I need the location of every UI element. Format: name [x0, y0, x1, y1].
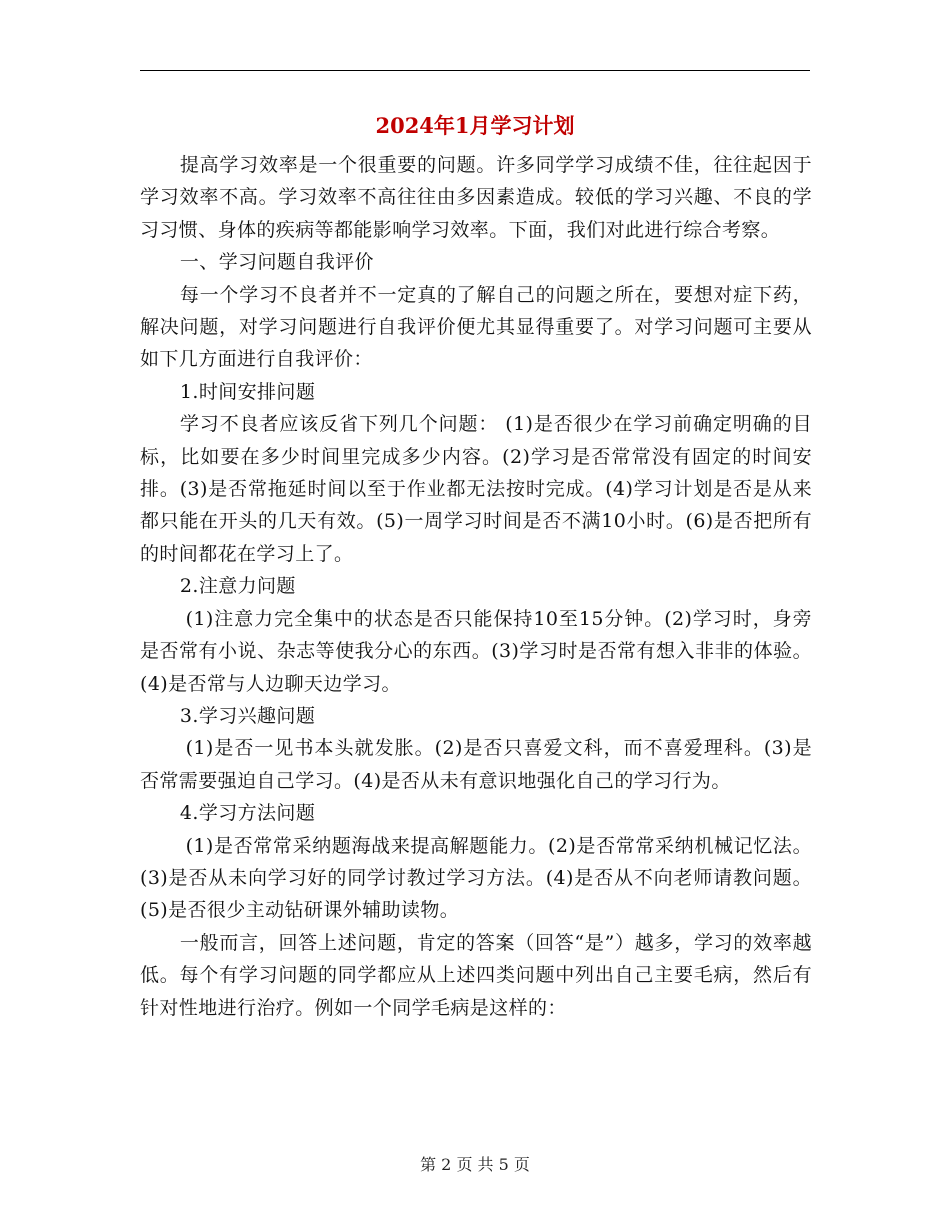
body-paragraph: (1)注意力完全集中的状态是否只能保持10至15分钟。(2)学习时，身旁是否常有小说、杂志等使我分心的东西。(3)学习时是否常有想入非非的体验。(4)是否常与人边聊天边学习。	[140, 607, 812, 695]
body-paragraph: 一般而言，回答上述问题，肯定的答案（回答“是”）越多，学习的效率越低。每个有学习问题的同学都应从上述四类问题中列出自己主要毛病，然后有针对性地进行治疗。例如一个同学毛病是这样的：	[140, 931, 812, 1019]
document-title: 2024年1月学习计划	[375, 113, 575, 138]
subsection-heading: 2.注意力问题	[179, 575, 296, 598]
subsection-heading: 4.学习方法问题	[179, 802, 316, 825]
subsection-heading: 1.时间安排问题	[179, 380, 316, 403]
document-body	[140, 149, 812, 1024]
header-rule	[140, 70, 810, 71]
intro-paragraph: 提高学习效率是一个很重要的问题。许多同学学习成绩不佳，往往起因于学习效率不高。学习效率不高往往由多因素造成。较低的学习兴趣、不良的学习习惯、身体的疾病等都能影响学习效率。下面，我们对此进行综合考察。	[140, 154, 812, 241]
subsection-heading: 3.学习兴趣问题	[179, 704, 316, 727]
body-paragraph: 学习不良者应该反省下列几个问题： (1)是否很少在学习前确定明确的目标，比如要在多少时间里完成多少内容。(2)学习是否常常没有固定的时间安排。(3)是否常拖延时间以至于作业都无法按时完成。(4)学习计划是否是从来都只能在开头的几天有效。(5)一周学习时间是否不满10小时。(6)是否把所有的时间都花在学习上了。	[140, 413, 812, 565]
body-paragraph: (1)是否一见书本头就发胀。(2)是否只喜爱文科，而不喜爱理科。(3)是否常需要强迫自己学习。(4)是否从未有意识地强化自己的学习行为。	[140, 737, 812, 792]
body-paragraph: 每一个学习不良者并不一定真的了解自己的问题之所在，要想对症下药，解决问题，对学习问题进行自我评价便尤其显得重要了。对学习问题可主要从如下几方面进行自我评价：	[140, 283, 812, 371]
section-heading: 一、学习问题自我评价	[179, 251, 374, 274]
page-number-footer: 第 2 页 共 5 页	[420, 1155, 530, 1174]
body-paragraph: (1)是否常常采纳题海战来提高解题能力。(2)是否常常采纳机械记忆法。(3)是否从未向学习好的同学讨教过学习方法。(4)是否从不向老师请教问题。(5)是否很少主动钻研课外辅助读物。	[140, 834, 812, 922]
